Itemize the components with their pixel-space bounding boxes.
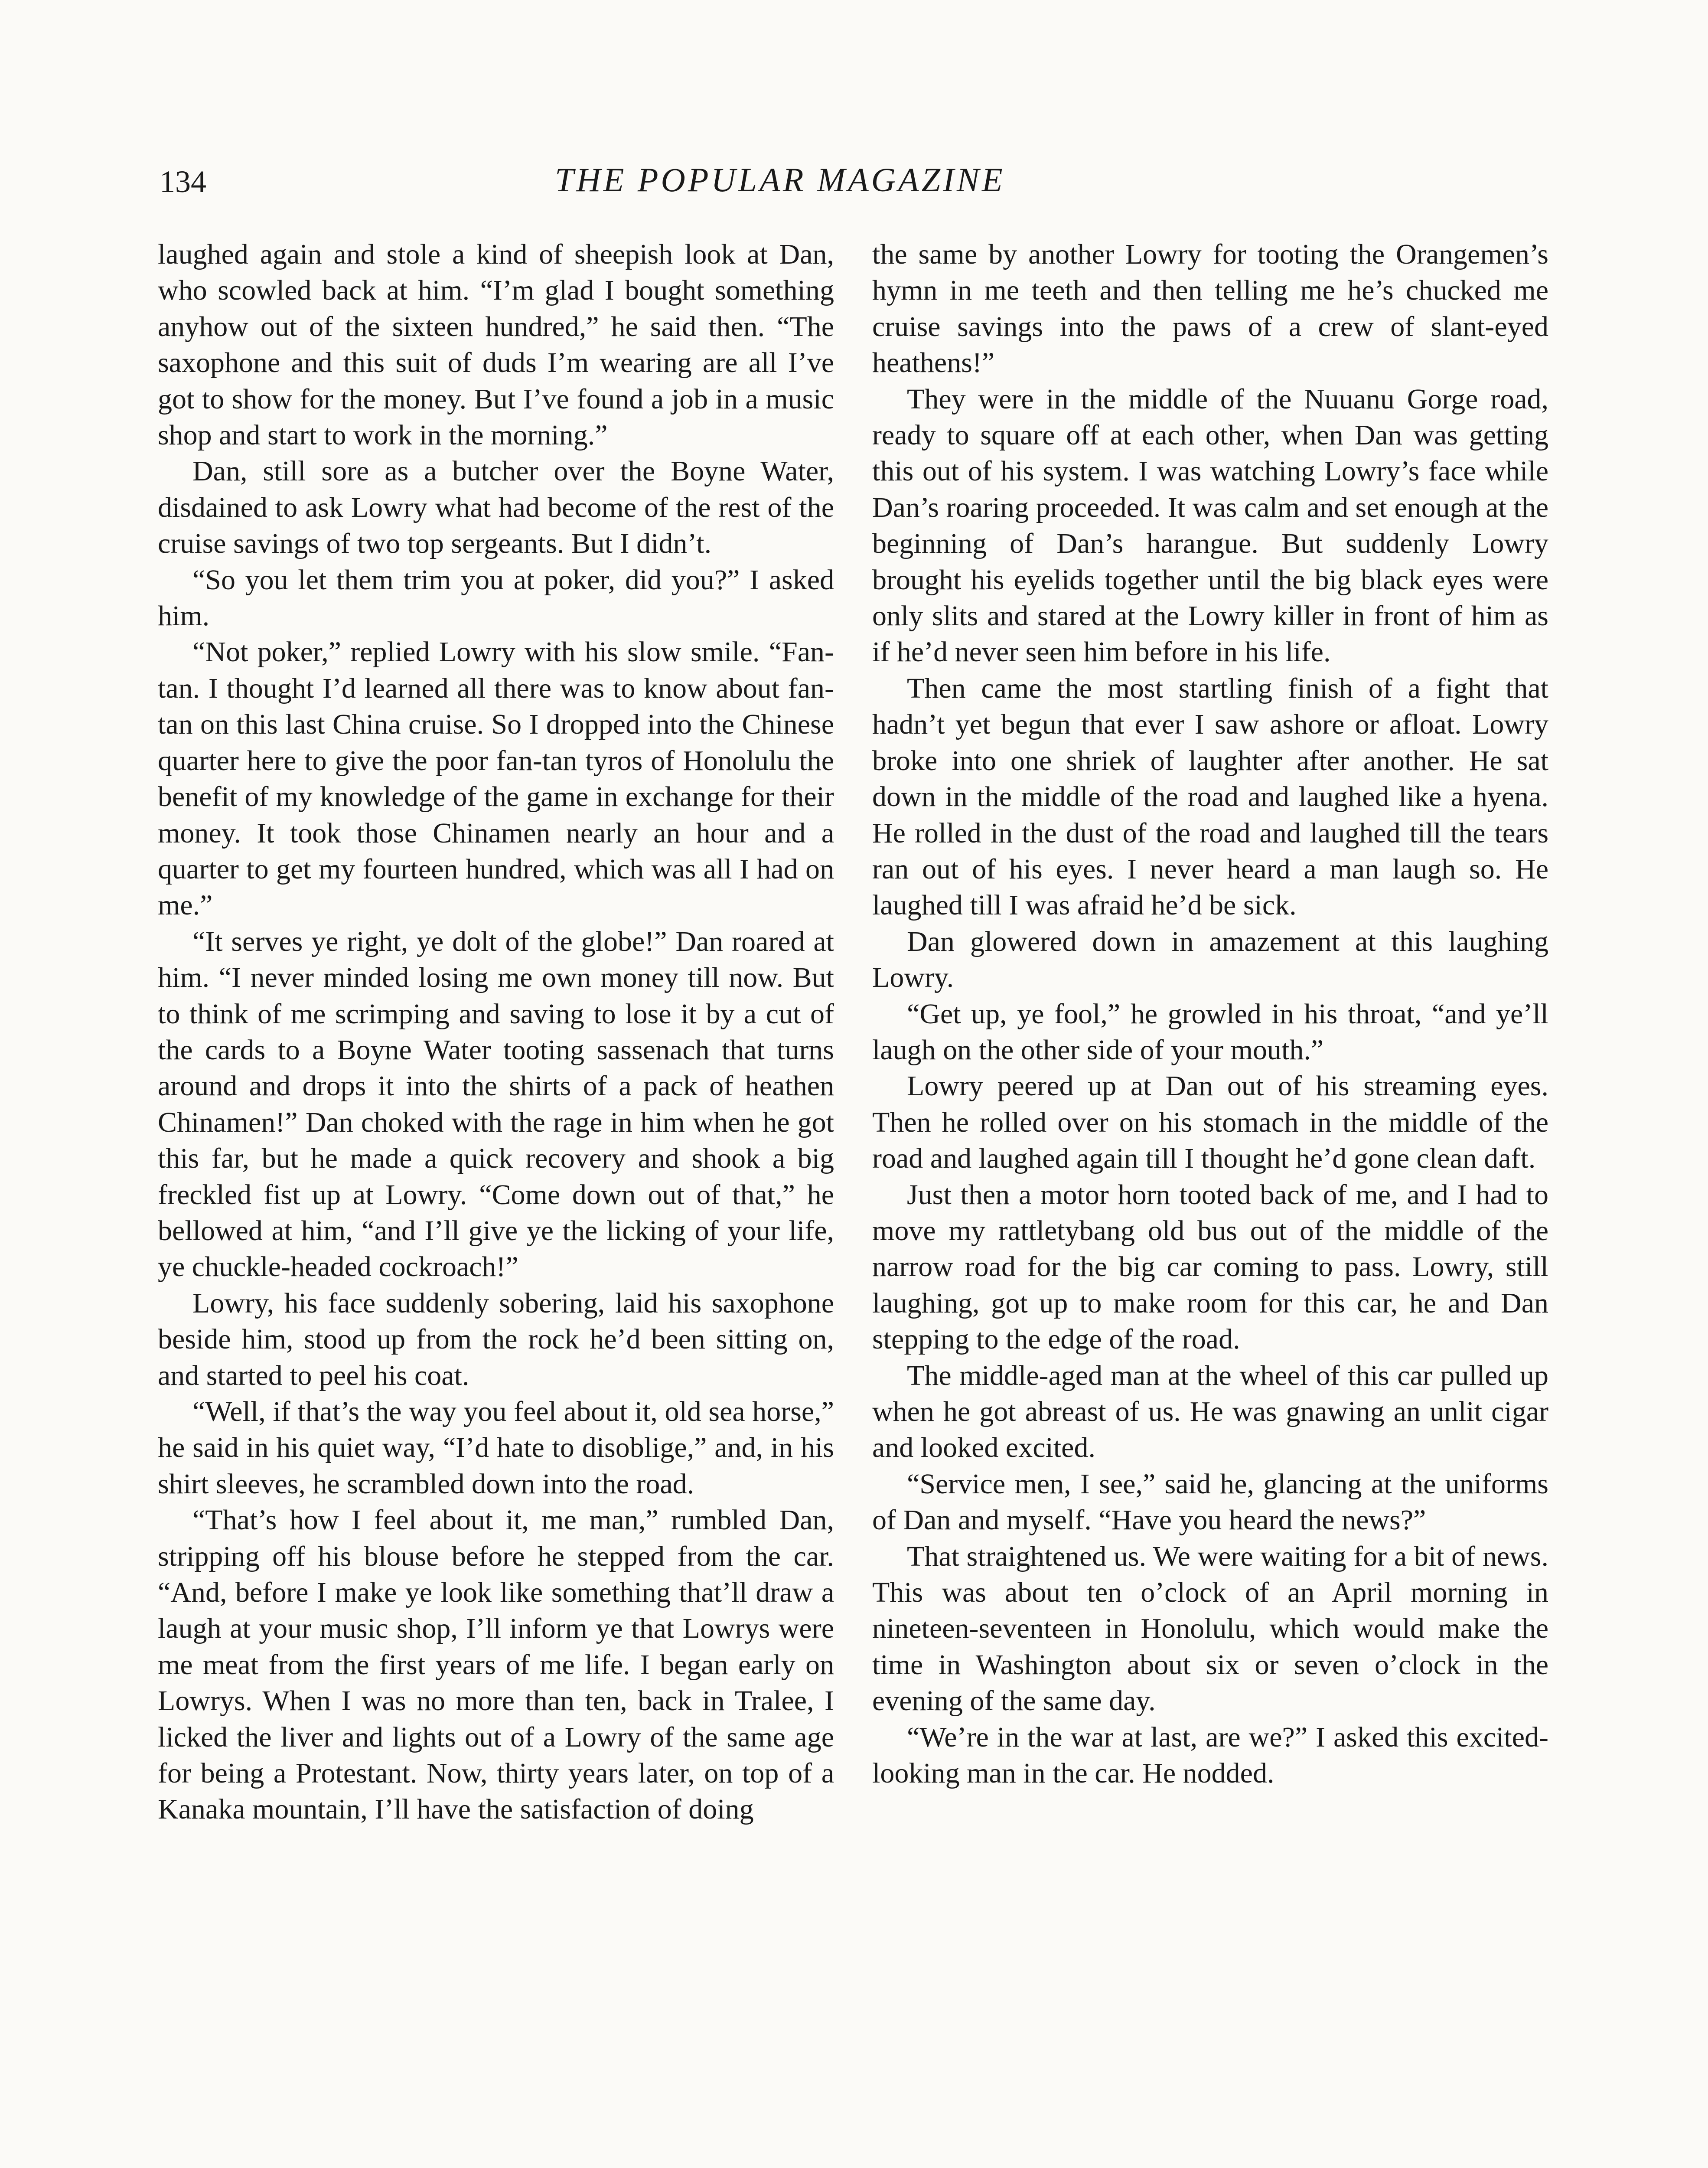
- paragraph: They were in the middle of the Nuuanu Gorge road, ready to square off at each other, when Dan was getting this out of his system. I was watching Lowry’s face while Dan’s roaring proceeded. It was calm and set enough at the beginning of Dan’s harangue. But suddenly Lowry brought his eyelids together until the big black eyes were only slits and stared at the Lowry killer in front of him as if he’d never seen him before in his life.: [872, 383, 1548, 668]
- paragraph: “Service men, I see,” said he, glancing at the uniforms of Dan and myself. “Have you heard the news?”: [872, 1468, 1548, 1536]
- paragraph: laughed again and stole a kind of sheepish look at Dan, who scowled back at him. “I’m glad I bought something anyhow out of the sixteen hundred,” he said then. “The saxophone and this suit of duds I’m wearing are all I’ve got to show for the money. But I’ve found a job in a music shop and start to work in the morning.”: [158, 238, 834, 451]
- paragraph: The middle-aged man at the wheel of this car pulled up when he got abreast of us. He was gnawing an unlit cigar and looked excited.: [872, 1359, 1548, 1464]
- paragraph: “So you let them trim you at poker, did you?” I asked him.: [158, 564, 834, 632]
- paragraph: “We’re in the war at last, are we?” I asked this excited-looking man in the car. He nodded.: [872, 1721, 1548, 1789]
- paragraph: Lowry, his face suddenly sobering, laid his saxophone beside him, stood up from the rock he’d been sitting on, and started to peel his coat.: [158, 1287, 834, 1391]
- page-number: 134: [160, 164, 206, 199]
- paragraph: That straightened us. We were waiting for a bit of news. This was about ten o’clock of an April morning in nineteen-seventeen in Honolulu, which would make the time in Washington about six or seven o’clock in the evening of the same day.: [872, 1540, 1548, 1717]
- paragraph: “Not poker,” replied Lowry with his slow smile. “Fan-tan. I thought I’d learned all there was to know about fan-tan on this last China cruise. So I dropped into the Chinese quarter here to give the poor fan-tan tyros of Honolulu the benefit of my knowledge of the game in exchange for their money. It took those Chinamen nearly an hour and a quarter to get my fourteen hundred, which was all I had on me.”: [158, 636, 834, 921]
- paragraph: “Well, if that’s the way you feel about it, old sea horse,” he said in his quiet way, “I’d hate to disoblige,” and, in his shirt sleeves, he scrambled down into the road.: [158, 1396, 834, 1500]
- paragraph: Lowry peered up at Dan out of his streaming eyes. Then he rolled over on his stomach in the middle of the road and laughed again till I thought he’d gone clean daft.: [872, 1070, 1548, 1175]
- paragraph: Just then a motor horn tooted back of me, and I had to move my rattletybang old bus out of the middle of the narrow road for the big car coming to pass. Lowry, still laughing, got up to make room for this car, he and Dan stepping to the edge of the road.: [872, 1179, 1548, 1355]
- left-column: [158, 236, 834, 1828]
- running-head: THE POPULAR MAGAZINE: [555, 161, 1005, 199]
- right-column: [872, 236, 1548, 1791]
- paragraph: “Get up, ye fool,” he growled in his throat, “and ye’ll laugh on the other side of your mouth.”: [872, 998, 1548, 1066]
- paragraph: Dan, still sore as a butcher over the Boyne Water, disdained to ask Lowry what had become of the rest of the cruise savings of two top sergeants. But I didn’t.: [158, 455, 834, 560]
- paragraph: the same by another Lowry for tooting the Orangemen’s hymn in me teeth and then telling me he’s chucked me cruise savings into the paws of a crew of slant-eyed heathens!”: [872, 238, 1548, 379]
- paragraph: “That’s how I feel about it, me man,” rumbled Dan, stripping off his blouse before he stepped from the car. “And, before I make ye look like something that’ll draw a laugh at your music shop, I’ll inform ye that Lowrys were me meat from the first years of me life. I began early on Lowrys. When I was no more than ten, back in Tralee, I licked the liver and lights out of a Lowry of the same age for being a Protestant. Now, thirty years later, on top of a Kanaka mountain, I’ll have the satisfaction of doing: [158, 1504, 834, 1825]
- paragraph: “It serves ye right, ye dolt of the globe!” Dan roared at him. “I never minded losing me own money till now. But to think of me scrimping and saving to lose it by a cut of the cards to a Boyne Water tooting sassenach that turns around and drops it into the shirts of a pack of heathen Chinamen!” Dan choked with the rage in him when he got this far, but he made a quick recovery and shook a big freckled fist up at Lowry. “Come down out of that,” he bellowed at him, “and I’ll give ye the licking of your life, ye chuckle-headed cockroach!”: [158, 925, 834, 1283]
- paragraph: Dan glowered down in amazement at this laughing Lowry.: [872, 925, 1548, 994]
- paragraph: Then came the most startling finish of a fight that hadn’t yet begun that ever I saw ashore or afloat. Lowry broke into one shriek of laughter after another. He sat down in the middle of the road and laughed like a hyena. He rolled in the dust of the road and laughed till the tears ran out of his eyes. I never heard a man laugh so. He laughed till I was afraid he’d be sick.: [872, 672, 1548, 921]
